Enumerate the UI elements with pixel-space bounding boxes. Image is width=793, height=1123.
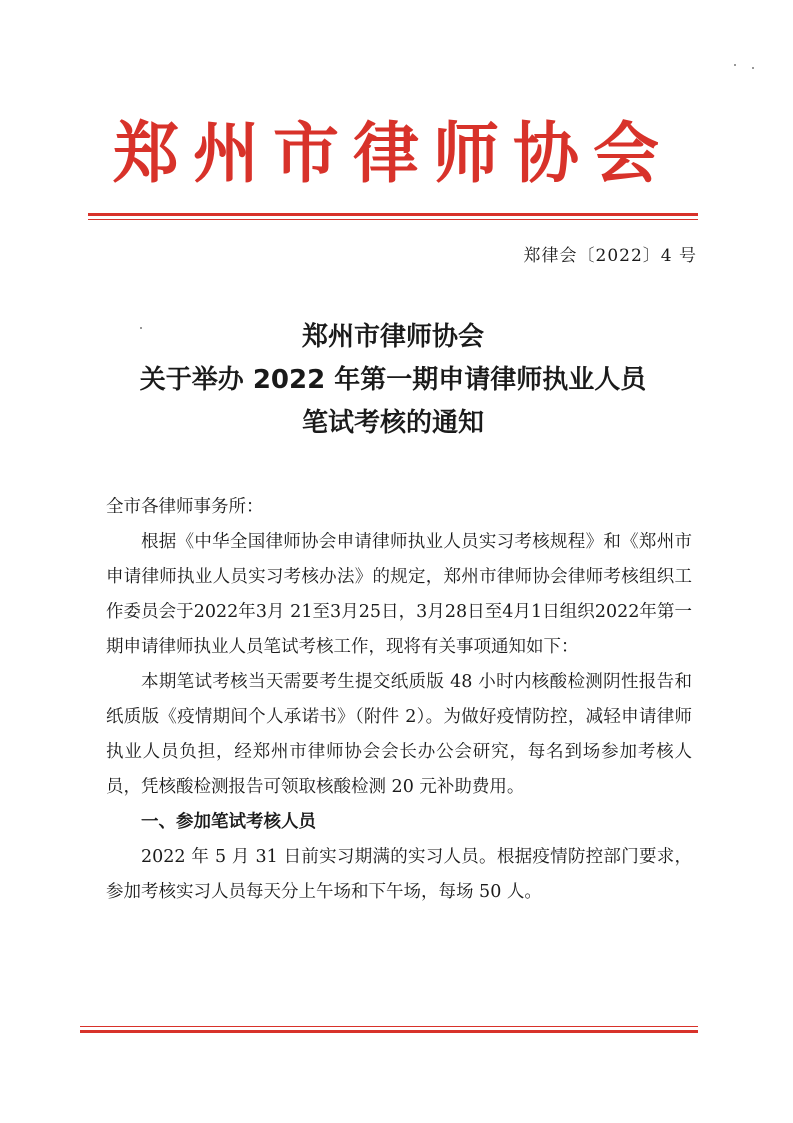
header-divider-thick-line — [88, 213, 698, 216]
paragraph-2: 本期笔试考核当天需要考生提交纸质版 48 小时内核酸检测阴性报告和纸质版《疫情期间个人承诺书》（附件 2）。为做好疫情防控，减轻申请律师执业人员负担，经郑州市律师协会会长办公会研究，每名到场参加考核人员，凭核酸检测报告可领取核酸检测 20 元补助费用。 — [106, 672, 692, 797]
footer-divider-thin-line — [80, 1026, 698, 1027]
paragraph-1: 根据《中华全国律师协会申请律师执业人员实习考核规程》和《郑州市申请律师执业人员实习考核办法》的规定，郑州市律师协会律师考核组织工作委员会于2022年3月 21至3月25日，3月28日至4月1日组织2022年第一期申请律师执业人员笔试考核工作，现将有关事项通知如下： — [106, 532, 692, 657]
org-header-title: 郑州市律师协会 — [113, 115, 673, 192]
scan-speck — [734, 64, 736, 66]
paragraph-3: 2022 年 5 月 31 日前实习期满的实习人员。根据疫情防控部门要求，参加考核实习人员每天分上午场和下午场，每场 50 人。 — [106, 847, 693, 902]
salutation: 全市各律师事务所： — [106, 497, 264, 517]
header-divider-thin-line — [88, 219, 698, 220]
notice-title-line-2: 关于举办 2022 年第一期申请律师执业人员 — [139, 365, 647, 395]
notice-title-line-3: 笔试考核的通知 — [301, 408, 484, 438]
section-1-heading: 一、参加笔试考核人员 — [141, 812, 316, 832]
notice-title-line-1: 郑州市律师协会 — [301, 322, 484, 352]
footer-divider — [80, 1026, 698, 1033]
notice-title — [88, 316, 698, 445]
footer-divider-thick-line — [80, 1030, 698, 1033]
header-divider — [88, 213, 698, 220]
scan-speck — [752, 67, 754, 69]
scan-speck — [140, 327, 142, 329]
notice-body — [106, 490, 692, 910]
document-number: 郑律会〔2022〕4 号 — [523, 246, 697, 266]
